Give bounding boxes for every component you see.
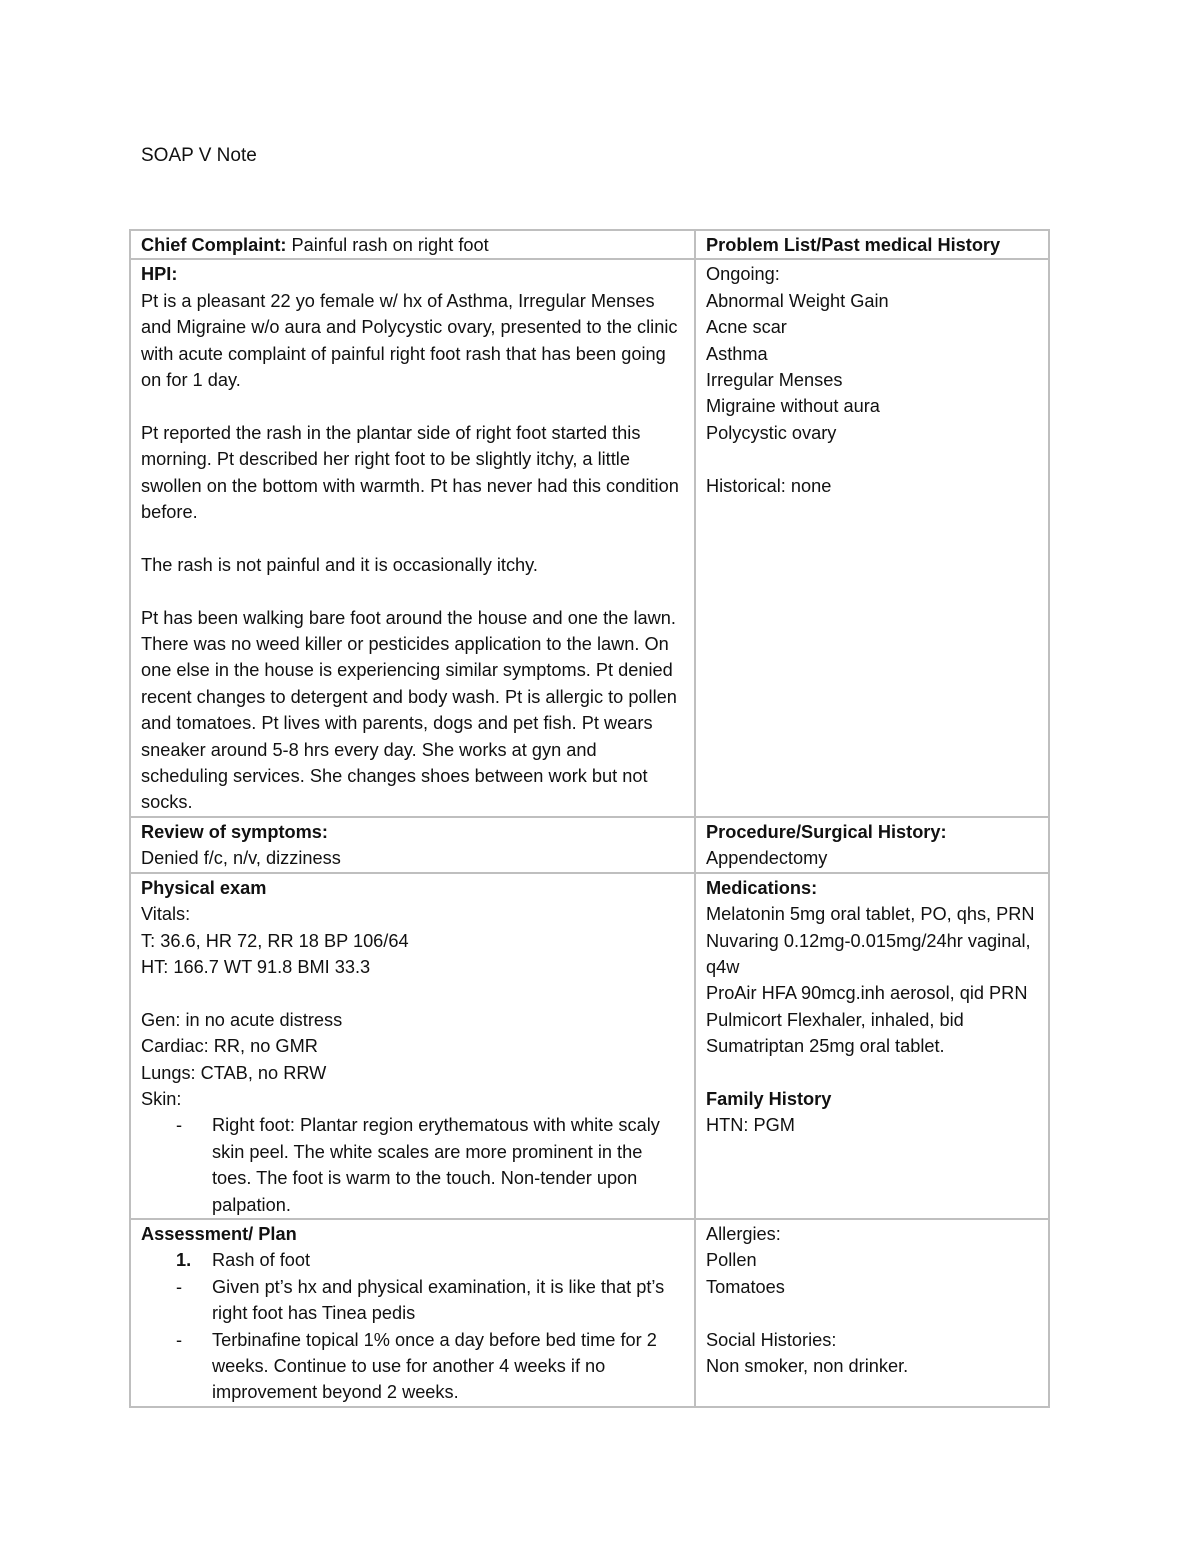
social-history-value: Non smoker, non drinker. [706,1355,909,1376]
problem-item: Acne scar [706,317,787,338]
assessment-bullet-1: Given pt’s hx and physical examination, it is like that pt’s right foot has Tinea pedis [212,1276,665,1324]
problem-list-header: Problem List/Past medical History [706,235,1001,255]
ongoing-label: Ongoing: [706,264,780,285]
list-item [141,1327,684,1406]
exam-skin-detail: Right foot: Plantar region erythematous with white scaly skin peel. The white scales are more prominent in the toes. The foot is warm to the touch. Non-tender upon palpation. [212,1115,660,1215]
table-row [130,873,1049,1219]
medication-item: Pulmicort Flexhaler, inhaled, bid [706,1009,964,1030]
medications-cell [695,873,1049,1219]
table-row [130,1219,1049,1407]
hpi-label: HPI: [141,264,178,285]
allergy-item: Pollen [706,1250,757,1271]
medication-item: Melatonin 5mg oral tablet, PO, qhs, PRN [706,904,1035,925]
hpi-paragraph-4: Pt has been walking bare foot around the house and one the lawn. There was no weed killer or pesticides application to the lawn. On one else in the house is experiencing similar symptoms. Pt denied recent changes to detergent and body wash. Pt is allergic to pollen and tomatoes. Pt lives with parents, dogs and pet fish. Pt wears sneaker around 5-8 hrs every day. She works at gyn and scheduling services. She changes shoes between work but not socks. [141,607,677,813]
list-item [141,1112,684,1218]
family-history-value: HTN: PGM [706,1115,795,1136]
problem-list-header-cell [695,230,1049,259]
dash-bullet: - [176,1115,183,1136]
hpi-paragraph-2: Pt reported the rash in the plantar side of right foot started this morning. Pt described her right foot to be slightly itchy, a little swollen on the bottom with warmth. Pt has never had this condition before. [141,422,679,523]
family-history-label: Family History [706,1088,832,1109]
vitals-line-2: HT: 166.7 WT 91.8 BMI 33.3 [141,956,371,977]
dash-bullet: - [176,1329,183,1350]
historical-problems: Historical: none [706,475,832,496]
surgical-history-value: Appendectomy [706,848,828,869]
dash-bullet: - [176,1276,183,1297]
ros-cell [130,817,695,873]
problem-list-cell [695,259,1049,816]
vitals-label: Vitals: [141,904,191,925]
medications-label: Medications: [706,877,818,898]
problem-item: Asthma [706,343,768,364]
allergies-cell [695,1219,1049,1407]
hpi-paragraph-3: The rash is not painful and it is occasionally itchy. [141,554,538,575]
surgical-history-label: Procedure/Surgical History: [706,821,947,842]
list-item [141,1247,684,1273]
chief-complaint-label: Chief Complaint: [141,235,287,255]
ros-value: Denied f/c, n/v, dizziness [141,848,341,869]
assessment-plan-cell [130,1219,695,1407]
table-row [130,230,1049,259]
problem-item: Abnormal Weight Gain [706,290,889,311]
exam-lungs: Lungs: CTAB, no RRW [141,1062,327,1083]
problem-item: Irregular Menses [706,370,843,391]
list-number: 1. [176,1250,192,1271]
medication-item: Sumatriptan 25mg oral tablet. [706,1036,945,1057]
problem-item: Migraine without aura [706,396,880,417]
ros-label: Review of symptoms: [141,821,328,842]
assessment-plan-label: Assessment/ Plan [141,1223,297,1244]
physical-exam-label: Physical exam [141,877,267,898]
physical-exam-cell [130,873,695,1219]
social-history-label: Social Histories: [706,1329,837,1350]
hpi-paragraph-1: Pt is a pleasant 22 yo female w/ hx of Asthma, Irregular Menses and Migraine w/o aura and Polycystic ovary, presented to the clinic with acute complaint of painful right foot rash that has been going on for 1 day. [141,290,678,391]
hpi-cell [130,259,695,816]
problem-item: Polycystic ovary [706,422,837,443]
exam-skin-label: Skin: [141,1088,182,1109]
chief-complaint-value: Painful rash on right foot [286,235,489,255]
medication-item: ProAir HFA 90mcg.inh aerosol, qid PRN [706,983,1028,1004]
exam-cardiac: Cardiac: RR, no GMR [141,1036,318,1057]
document-title: SOAP V Note [141,145,257,166]
soap-table [129,229,1050,1408]
assessment-bullet-2: Terbinafine topical 1% once a day before bed time for 2 weeks. Continue to use for another 4 weeks if no improvement beyond 2 weeks. [212,1329,657,1403]
vitals-line-1: T: 36.6, HR 72, RR 18 BP 106/64 [141,930,409,951]
surgical-history-cell [695,817,1049,873]
chief-complaint-cell [130,230,695,259]
exam-general: Gen: in no acute distress [141,1009,343,1030]
allergy-item: Tomatoes [706,1276,785,1297]
medication-item: Nuvaring 0.12mg-0.015mg/24hr vaginal, q4w [706,930,1031,977]
assessment-item-1: Rash of foot [212,1250,311,1271]
table-row [130,817,1049,873]
list-item [141,1274,684,1327]
allergies-label: Allergies: [706,1223,781,1244]
table-row [130,259,1049,816]
